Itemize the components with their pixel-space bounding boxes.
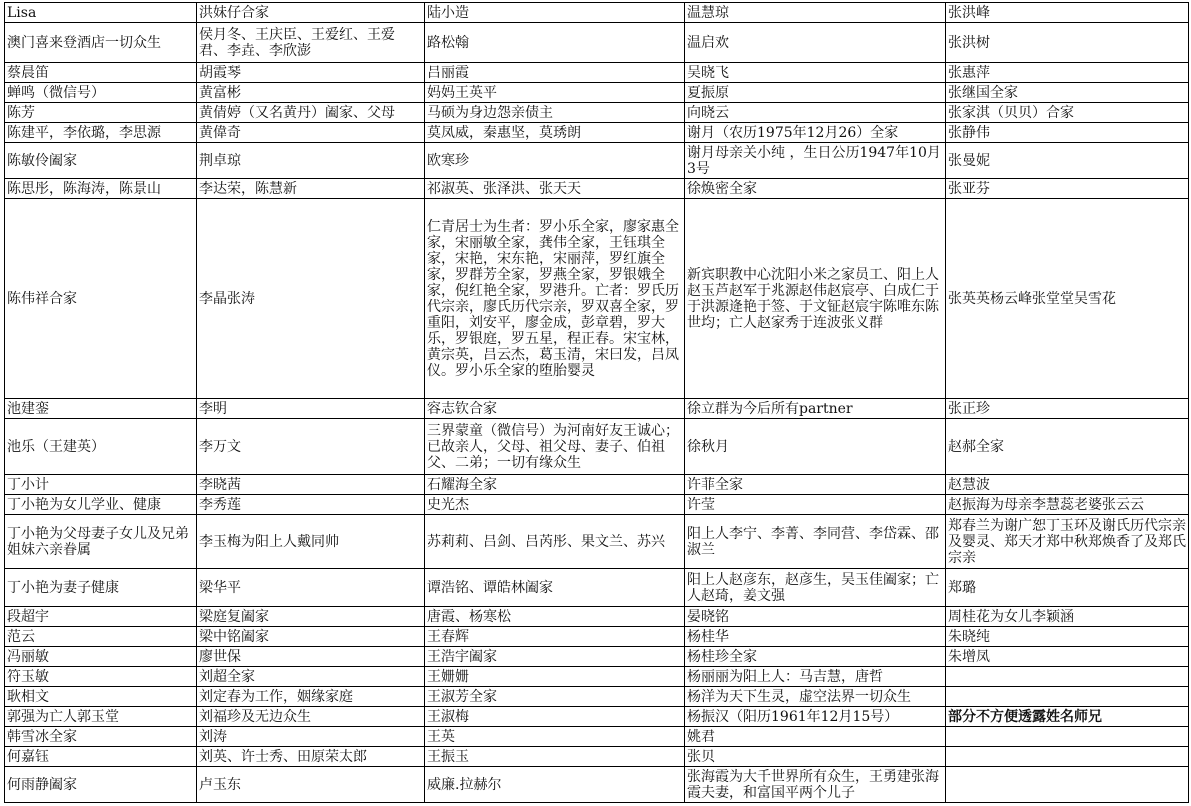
table-row bbox=[5, 515, 1189, 569]
table-cell[interactable] bbox=[946, 667, 1189, 687]
table-cell[interactable]: 部分不方便透露姓名师兄 bbox=[946, 707, 1189, 727]
table-row bbox=[5, 123, 1189, 143]
table-cell[interactable]: 王英 bbox=[425, 727, 685, 747]
table-cell[interactable]: 石耀海全家 bbox=[425, 475, 685, 495]
table-cell[interactable]: 李万文 bbox=[197, 419, 425, 475]
name-grid-table bbox=[4, 2, 1189, 803]
table-cell[interactable]: 陈伟祥合家 bbox=[5, 199, 197, 399]
table-row bbox=[5, 399, 1189, 419]
table-cell[interactable]: 张海霞为大千世界所有众生，王勇建张海霞夫妻，和富国平两个儿子 bbox=[685, 767, 946, 803]
table-cell[interactable]: 澳门喜来登酒店一切众生 bbox=[5, 23, 197, 63]
table-cell[interactable]: 许菲全家 bbox=[685, 475, 946, 495]
table-cell[interactable]: 温慧琼 bbox=[685, 3, 946, 23]
table-cell[interactable]: 胡霞琴 bbox=[197, 63, 425, 83]
table-cell[interactable]: 周桂花为女儿李颖涵 bbox=[946, 607, 1189, 627]
table-row bbox=[5, 23, 1189, 63]
table-cell[interactable]: 吴晓飞 bbox=[685, 63, 946, 83]
table-cell[interactable]: 张亚芬 bbox=[946, 179, 1189, 199]
table-cell[interactable]: 张贝 bbox=[685, 747, 946, 767]
table-cell[interactable]: 张继国全家 bbox=[946, 83, 1189, 103]
table-cell[interactable]: 妈妈王英平 bbox=[425, 83, 685, 103]
table-cell[interactable]: 王淑芳全家 bbox=[425, 687, 685, 707]
table-cell[interactable]: 黄富彬 bbox=[197, 83, 425, 103]
table-cell[interactable]: 池乐（王建英） bbox=[5, 419, 197, 475]
table-row bbox=[5, 607, 1189, 627]
table-cell[interactable]: 朱增凤 bbox=[946, 647, 1189, 667]
table-row bbox=[5, 727, 1189, 747]
table-row bbox=[5, 707, 1189, 727]
table-row bbox=[5, 569, 1189, 607]
table-cell[interactable]: 梁中铭阖家 bbox=[197, 627, 425, 647]
table-cell[interactable]: 刘定春为工作，姻缘家庭 bbox=[197, 687, 425, 707]
table-cell[interactable]: 张曼妮 bbox=[946, 143, 1189, 179]
table-cell[interactable]: 徐焕密全家 bbox=[685, 179, 946, 199]
table-cell[interactable]: 杨振汉（阳历1961年12月15号） bbox=[685, 707, 946, 727]
table-cell[interactable]: 李晶张涛 bbox=[197, 199, 425, 399]
table-cell[interactable]: 朱晓纯 bbox=[946, 627, 1189, 647]
table-cell[interactable]: 容志钦合家 bbox=[425, 399, 685, 419]
table-cell[interactable]: 张英英杨云峰张堂堂吴雪花 bbox=[946, 199, 1189, 399]
table-cell[interactable]: 李明 bbox=[197, 399, 425, 419]
table-cell[interactable]: 新宾职教中心沈阳小米之家员工、阳上人赵玉芦赵军于兆源赵伟赵宸亭、白成仁于于洪源逄艳于签、于文钲赵宸宇陈唯东陈世均；亡人赵家秀于连波张义群 bbox=[685, 199, 946, 399]
table-cell[interactable]: 姚君 bbox=[685, 727, 946, 747]
table-cell[interactable]: 赵慧波 bbox=[946, 475, 1189, 495]
table-row bbox=[5, 747, 1189, 767]
table-cell[interactable]: 阳上人赵彦东，赵彦生，吴玉佳阖家；亡人赵琦，姜文强 bbox=[685, 569, 946, 607]
table-cell[interactable]: 杨丽丽为阳上人：马吉慧，唐哲 bbox=[685, 667, 946, 687]
table-cell[interactable]: 李达荣，陈慧新 bbox=[197, 179, 425, 199]
table-cell[interactable]: 王振玉 bbox=[425, 747, 685, 767]
table-cell[interactable]: 晏晓铭 bbox=[685, 607, 946, 627]
table-cell[interactable]: 路松翰 bbox=[425, 23, 685, 63]
table-cell[interactable]: 王姗姗 bbox=[425, 667, 685, 687]
table-row bbox=[5, 495, 1189, 515]
table-cell[interactable]: 李晓茜 bbox=[197, 475, 425, 495]
table-cell[interactable]: 陈思彤，陈海涛，陈景山 bbox=[5, 179, 197, 199]
table-row bbox=[5, 3, 1189, 23]
table-cell[interactable]: 丁小艳为妻子健康 bbox=[5, 569, 197, 607]
table-cell[interactable]: 丁小艳为父母妻子女儿及兄弟姐妹六亲眷属 bbox=[5, 515, 197, 569]
table-cell[interactable]: 冯丽敏 bbox=[5, 647, 197, 667]
table-cell[interactable]: 温启欢 bbox=[685, 23, 946, 63]
table-cell[interactable]: 张惠萍 bbox=[946, 63, 1189, 83]
table-cell[interactable] bbox=[946, 687, 1189, 707]
table-row bbox=[5, 199, 1189, 399]
table-cell[interactable]: 杨桂珍全家 bbox=[685, 647, 946, 667]
table-row bbox=[5, 419, 1189, 475]
table-cell[interactable]: 阳上人李宁、李菁、李同营、李岱霖、邵淑兰 bbox=[685, 515, 946, 569]
table-cell[interactable]: 徐秋月 bbox=[685, 419, 946, 475]
table-cell[interactable]: 洪妹仔合家 bbox=[197, 3, 425, 23]
table-cell[interactable]: 卢玉东 bbox=[197, 767, 425, 803]
table-cell[interactable]: 蝉鸣（微信号） bbox=[5, 83, 197, 103]
table-cell[interactable]: 张洪峰 bbox=[946, 3, 1189, 23]
table-cell[interactable]: 三界蒙童（微信号）为河南好友王诚心；已故亲人，父母、祖父母、妻子、伯祖父、二弟；一切有缘众生 bbox=[425, 419, 685, 475]
spreadsheet bbox=[4, 2, 1189, 803]
table-cell[interactable]: 蔡晨笛 bbox=[5, 63, 197, 83]
table-cell[interactable]: 陆小造 bbox=[425, 3, 685, 23]
table-cell[interactable]: 陈芳 bbox=[5, 103, 197, 123]
table-cell[interactable]: 李玉梅为阳上人戴同帅 bbox=[197, 515, 425, 569]
table-row bbox=[5, 767, 1189, 803]
table-cell[interactable]: 范云 bbox=[5, 627, 197, 647]
table-cell[interactable]: 廖世保 bbox=[197, 647, 425, 667]
table-cell[interactable]: 赵郝全家 bbox=[946, 419, 1189, 475]
table-row bbox=[5, 647, 1189, 667]
table-cell[interactable]: 侯月冬、王庆臣、王爱红、王爱君、李垚、李欣澎 bbox=[197, 23, 425, 63]
table-cell[interactable]: 郑璐 bbox=[946, 569, 1189, 607]
table-cell[interactable]: 杨洋为天下生灵，虚空法界一切众生 bbox=[685, 687, 946, 707]
table-row bbox=[5, 687, 1189, 707]
table-row bbox=[5, 475, 1189, 495]
table-row bbox=[5, 627, 1189, 647]
table-cell[interactable]: 向晓云 bbox=[685, 103, 946, 123]
table-cell[interactable] bbox=[946, 727, 1189, 747]
table-cell[interactable]: Lisa bbox=[5, 3, 197, 23]
table-cell[interactable]: 陈敏伶阖家 bbox=[5, 143, 197, 179]
table-cell[interactable]: 何嘉钰 bbox=[5, 747, 197, 767]
table-cell[interactable]: 刘涛 bbox=[197, 727, 425, 747]
table-cell[interactable]: 黄倩婷（又名黄丹）阖家、父母 bbox=[197, 103, 425, 123]
table-cell[interactable]: 张正珍 bbox=[946, 399, 1189, 419]
table-cell[interactable]: 郭强为亡人郭玉堂 bbox=[5, 707, 197, 727]
table-cell[interactable]: 欧寒珍 bbox=[425, 143, 685, 179]
table-cell[interactable]: 祁淑英、张泽洪、张天天 bbox=[425, 179, 685, 199]
table-cell[interactable]: 梁华平 bbox=[197, 569, 425, 607]
table-row bbox=[5, 83, 1189, 103]
table-cell[interactable]: 丁小计 bbox=[5, 475, 197, 495]
table-cell[interactable]: 仁青居士为生者：罗小乐全家，廖家惠全家，宋丽敏全家，龚伟全家，王钰琪全家，宋艳，宋东艳，宋丽萍，罗红旗全家，罗群芳全家，罗燕全家，罗银娥全家，倪红艳全家，罗港升。亡者：罗氏历代宗亲，廖氏历代宗亲，罗双喜全家，罗重阳，刘安平，廖金成，彭章碧，罗大乐，罗银庭，罗五星，程正春。宋宝林，黄宗英，吕云杰，葛玉清，宋曰发，吕凤仪。罗小乐全家的堕胎婴灵 bbox=[425, 199, 685, 399]
table-cell[interactable]: 王浩宇阖家 bbox=[425, 647, 685, 667]
table-cell[interactable]: 史光杰 bbox=[425, 495, 685, 515]
table-cell[interactable]: 王春辉 bbox=[425, 627, 685, 647]
table-cell[interactable]: 黄偉奇 bbox=[197, 123, 425, 143]
table-cell[interactable]: 马硕为身边怨亲债主 bbox=[425, 103, 685, 123]
table-cell[interactable]: 刘福珍及无边众生 bbox=[197, 707, 425, 727]
table-cell[interactable]: 王淑梅 bbox=[425, 707, 685, 727]
table-cell[interactable]: 张洪树 bbox=[946, 23, 1189, 63]
table-cell[interactable]: 张静伟 bbox=[946, 123, 1189, 143]
table-cell[interactable]: 耿相文 bbox=[5, 687, 197, 707]
table-cell[interactable]: 苏莉莉、吕剑、吕芮彤、果文兰、苏兴 bbox=[425, 515, 685, 569]
table-cell[interactable]: 丁小艳为女儿学业、健康 bbox=[5, 495, 197, 515]
table-cell[interactable]: 池建銮 bbox=[5, 399, 197, 419]
table-row bbox=[5, 63, 1189, 83]
table-cell[interactable]: 段超宇 bbox=[5, 607, 197, 627]
table-cell[interactable]: 赵振海为母亲李慧蕊老婆张云云 bbox=[946, 495, 1189, 515]
table-cell[interactable]: 唐霞、杨寒松 bbox=[425, 607, 685, 627]
table-cell[interactable]: 张家淇（贝贝）合家 bbox=[946, 103, 1189, 123]
table-row bbox=[5, 179, 1189, 199]
table-cell[interactable]: 韩雪冰全家 bbox=[5, 727, 197, 747]
table-cell[interactable]: 夏振原 bbox=[685, 83, 946, 103]
table-cell[interactable]: 何雨静阖家 bbox=[5, 767, 197, 803]
table-cell[interactable]: 梁庭复阖家 bbox=[197, 607, 425, 627]
table-cell[interactable]: 莫凤威，秦惠坚，莫琇朗 bbox=[425, 123, 685, 143]
table-cell[interactable]: 谢月（农历1975年12月26）全家 bbox=[685, 123, 946, 143]
table-cell[interactable]: 谢月母亲关小纯 ，生日公历1947年10月3号 bbox=[685, 143, 946, 179]
table-cell[interactable] bbox=[946, 767, 1189, 803]
table-cell[interactable]: 许莹 bbox=[685, 495, 946, 515]
table-cell[interactable]: 威廉.拉赫尔 bbox=[425, 767, 685, 803]
table-cell[interactable]: 徐立群为今后所有partner bbox=[685, 399, 946, 419]
table-cell[interactable]: 李秀莲 bbox=[197, 495, 425, 515]
table-cell[interactable]: 刘超全家 bbox=[197, 667, 425, 687]
table-row bbox=[5, 103, 1189, 123]
table-cell[interactable] bbox=[946, 747, 1189, 767]
table-cell[interactable]: 杨桂华 bbox=[685, 627, 946, 647]
table-cell[interactable]: 符玉敏 bbox=[5, 667, 197, 687]
table-cell[interactable]: 谭浩铭、谭皓林阖家 bbox=[425, 569, 685, 607]
table-cell[interactable]: 郑春兰为谢广恕丁玉环及谢氏历代宗亲及婴灵、郑天才郑中秋郑焕香了及郑氏宗亲 bbox=[946, 515, 1189, 569]
table-cell[interactable]: 荆卓琼 bbox=[197, 143, 425, 179]
table-cell[interactable]: 刘英、许士秀、田原荣太郎 bbox=[197, 747, 425, 767]
table-row bbox=[5, 143, 1189, 179]
table-cell[interactable]: 陈建平，李依璐，李思源 bbox=[5, 123, 197, 143]
table-row bbox=[5, 667, 1189, 687]
table-cell[interactable]: 吕丽霞 bbox=[425, 63, 685, 83]
